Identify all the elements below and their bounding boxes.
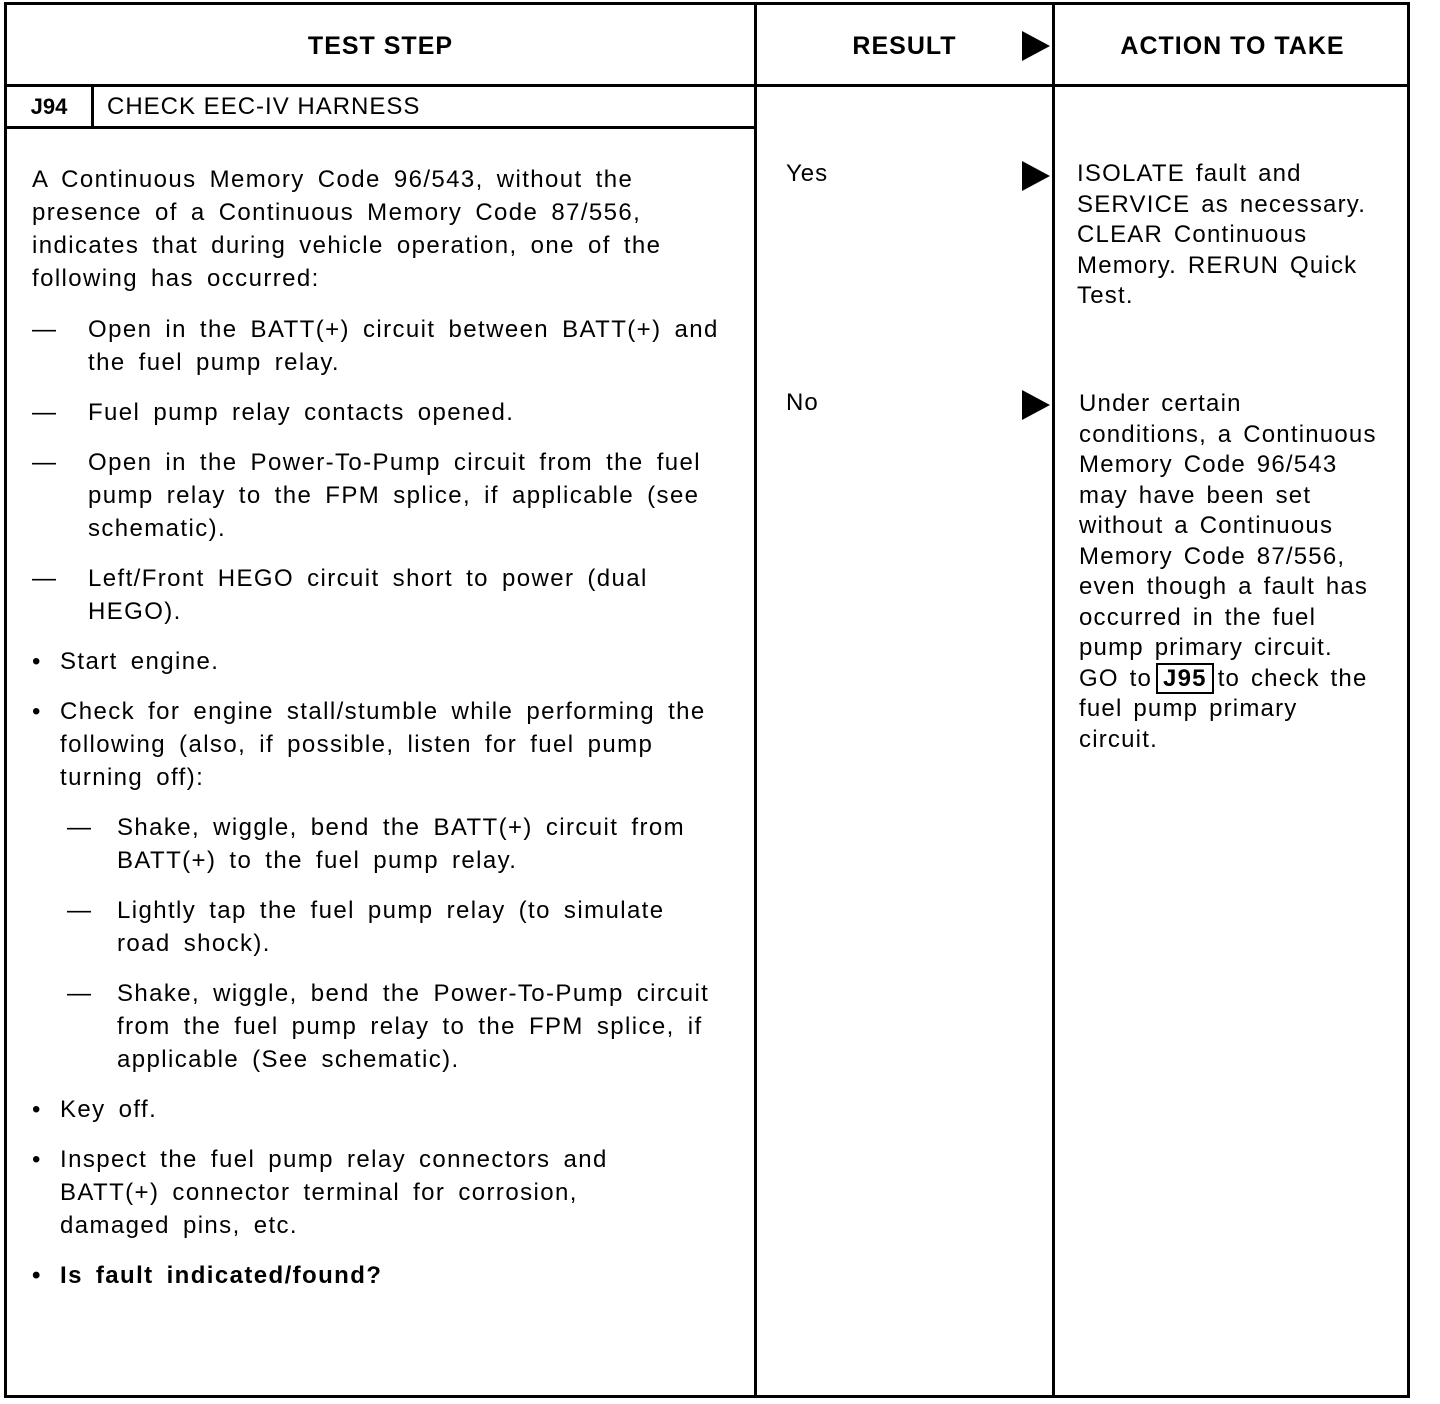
- dash-item-text: Open in the Power-To-Pump circuit from the fuel pump relay to the FPM splice, if applicable (see schematic).: [88, 449, 702, 542]
- bullet-glyph: •: [32, 698, 42, 725]
- bullet-text: Start engine.: [60, 648, 220, 675]
- step-id: J94: [7, 87, 94, 126]
- action-yes: ISOLATE fault and SERVICE as necessary. CLEAR Continuous Memory. RERUN Quick Test.: [1077, 160, 1367, 309]
- bullet-glyph: •: [32, 648, 42, 675]
- dash-glyph: —: [32, 565, 58, 592]
- header-result: [757, 5, 1052, 87]
- dash-glyph: —: [67, 980, 93, 1007]
- bullet-text: Check for engine stall/stumble while performing the following (also, if possible, listen for fuel pump turning off):: [60, 698, 706, 791]
- action-no-text: Under certain conditions, a Continuous Memory Code 96/543 may have been set without a Continuous Memory Code 87/556, even though a fault has occurred in the fuel pump primary circuit. GO to: [1079, 390, 1377, 692]
- header-test-step: TEST STEP: [307, 31, 454, 60]
- intro-paragraph: A Continuous Memory Code 96/543, without the presence of a Continuous Memory Code 87/556, indicates that during vehicle operation, one of the following has occurred:: [32, 166, 662, 292]
- sub-dash-text: Shake, wiggle, bend the Power-To-Pump circuit from the fuel pump relay to the FPM splice, if applicable (See schematic).: [117, 980, 710, 1073]
- dash-glyph: —: [67, 897, 93, 924]
- step-reference-j95[interactable]: J95: [1156, 663, 1214, 694]
- action-no-text-after: to check the fuel pump primary circuit.: [1079, 664, 1368, 753]
- bullet-glyph: •: [32, 1262, 42, 1289]
- diagnostic-table: [4, 2, 1410, 1398]
- header-action: ACTION TO TAKE: [1120, 31, 1345, 60]
- header-arrow-icon: [1022, 31, 1050, 61]
- sub-dash-text: Shake, wiggle, bend the BATT(+) circuit from BATT(+) to the fuel pump relay.: [117, 814, 686, 874]
- dash-item-text: Open in the BATT(+) circuit between BATT(+) and the fuel pump relay.: [88, 316, 719, 376]
- sub-dash-text: Lightly tap the fuel pump relay (to simulate road shock).: [117, 897, 665, 957]
- bullet-text: Key off.: [60, 1096, 158, 1123]
- result-yes-arrow-icon: [1022, 161, 1050, 191]
- step-header: [7, 87, 754, 129]
- result-no: No: [786, 389, 819, 416]
- column-divider-result: [754, 5, 757, 1395]
- bullet-glyph: •: [32, 1146, 42, 1173]
- question-text: Is fault indicated/found?: [60, 1262, 383, 1289]
- bullet-glyph: •: [32, 1096, 42, 1123]
- dash-glyph: —: [67, 814, 93, 841]
- dash-item-text: Fuel pump relay contacts opened.: [88, 399, 515, 426]
- dash-glyph: —: [32, 399, 58, 426]
- dash-item-text: Left/Front HEGO circuit short to power (dual HEGO).: [88, 565, 648, 625]
- bullet-text: Inspect the fuel pump relay connectors and BATT(+) connector terminal for corrosion, damaged pins, etc.: [60, 1146, 608, 1239]
- result-yes: Yes: [786, 160, 829, 187]
- action-no: [1079, 389, 1379, 755]
- column-divider-action: [1052, 5, 1055, 1395]
- result-no-arrow-icon: [1022, 390, 1050, 420]
- header-result-label: RESULT: [852, 31, 957, 60]
- step-title: CHECK EEC-IV HARNESS: [107, 92, 421, 120]
- dash-glyph: —: [32, 316, 58, 343]
- dash-glyph: —: [32, 449, 58, 476]
